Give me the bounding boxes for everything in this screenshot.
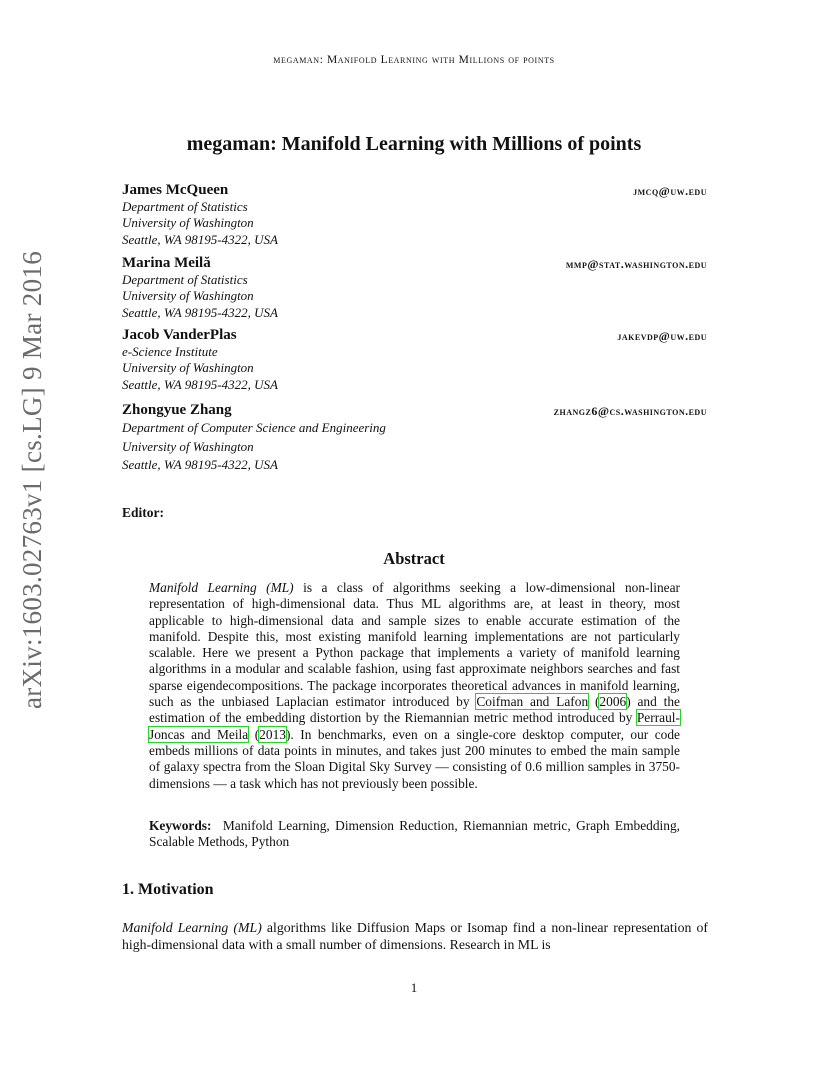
author-affiliation: Seattle, WA 98195-4322, USA <box>122 457 278 472</box>
author-affiliation: University of Washington <box>122 438 254 454</box>
abstract-text: is a class of algorithms seeking a low-dimensional non-linear representation of high-dimensional data. Thus ML algorithms are, at least in theory, most applicable to high-dimensional data and sample sizes to enable accurate estimation of the manifold. Despite this, most existing manifold learning implementations are not particularly scalable. Here we present a Python package that implements a variety of manifold learning algorithms in a modular and scalable fashion, using fast approximate neighbors searches and fast sparse eigendecompositions. The package incorporates theoretical advances in manifold learning, such as the unbiased Laplacian estimator introduced by <box>149 580 680 710</box>
keywords-label: Keywords: <box>149 818 212 833</box>
keywords <box>149 818 680 851</box>
author-affiliation: Seattle, WA 98195-4322, USA <box>122 376 278 392</box>
author-block <box>122 327 707 393</box>
page-number: 1 <box>410 980 418 995</box>
author-affiliation: Department of Statistics <box>122 199 248 214</box>
section-text: algorithms like Diffusion Maps or Isomap find a non-linear representation of high-dimensional data with a small number of dimensions. Research in ML is <box>122 920 708 952</box>
citation-year-link[interactable]: 2013 <box>259 726 286 742</box>
abstract-heading: Abstract <box>383 549 445 568</box>
author-email[interactable]: mmp@stat.washington.edu <box>565 257 707 271</box>
author-email[interactable]: zhangz6@cs.washington.edu <box>553 404 707 418</box>
author-name: James McQueen <box>122 182 229 198</box>
abstract-term: Manifold Learning (ML) <box>149 580 294 595</box>
author-block <box>122 182 707 248</box>
abstract-body: Manifold Learning (ML) is a class of algorithms seeking a low-dimensional non-linear representation of high-dimensional data. Thus ML algorithms are, at least in theory, most applicable to high-dimensional data and sample sizes to enable accurate estimation of the manifold. Despite this, most existing manifold learning implementations are not particularly scalable. Here we present a Python package that implements a variety of manifold learning algorithms in a modular and scalable fashion, using fast approximate neighbors searches and fast sparse eigendecompositions. The package incorporates theoretical advances in manifold learning, such as the unbiased Laplacian estimator introduced by Coifman and Lafon (2006) and the estimation of the embedding distortion by the Riemannian metric method introduced by Perraul-Joncas and Meila (2013). In benchmarks, even on a single-core desktop computer, our code embeds millions of data points in minutes, and takes just 200 minutes to embed the main sample of galaxy spectra from the Sloan Digital Sky Survey — consisting of 0.6 million samples in 3750-dimensions — a task which has not previously been possible. <box>149 580 680 791</box>
author-affiliation: Department of Computer Science and Engineering <box>122 420 386 435</box>
abstract-text: . In benchmarks, even on a single-core desktop computer, our code embeds millions of data points in minutes, and takes just 200 minutes to embed the main sample of galaxy spectra from the Sloan Digital Sky Survey — consisting of 0.6 million samples in 3750-dimensions — a task which has not previously been possible. <box>149 726 680 791</box>
author-name: Marina Meilă <box>122 255 211 271</box>
author-affiliation: University of Washington <box>122 215 254 231</box>
section-term: Manifold Learning (ML) <box>122 920 262 935</box>
citation-year-link[interactable]: 2006 <box>599 694 627 710</box>
section-heading: 1. Motivation <box>122 881 214 898</box>
author-affiliation: Seattle, WA 98195-4322, USA <box>122 231 278 247</box>
author-block <box>122 402 707 475</box>
author-affiliation: Department of Statistics <box>122 272 248 287</box>
author-email[interactable]: jmcq@uw.edu <box>633 184 707 198</box>
author-affiliation: Seattle, WA 98195-4322, USA <box>122 304 278 320</box>
author-block <box>122 255 707 321</box>
running-head: megaman: Manifold Learning with Millions of points <box>273 54 555 66</box>
paper-title: megaman: Manifold Learning with Millions of points <box>186 133 642 155</box>
author-name: Zhongyue Zhang <box>122 402 232 418</box>
citation-link[interactable]: Perraul-Joncas and Meila <box>149 710 680 742</box>
author-email[interactable]: jakevdp@uw.edu <box>617 329 707 343</box>
editor-label: Editor: <box>122 505 164 520</box>
author-affiliation: e-Science Institute <box>122 344 218 359</box>
author-name: Jacob VanderPlas <box>122 327 237 343</box>
section-body <box>122 919 708 953</box>
arxiv-stamp-text: arXiv:1603.02763v1 [cs.LG] 9 Mar 2016 <box>17 250 47 710</box>
abstract-text: and the estimation of the embedding distortion by the Riemannian metric method introduced by <box>149 694 680 726</box>
keywords-text: Manifold Learning, Dimension Reduction, Riemannian metric, Graph Embedding, Scalable Methods, Python <box>149 818 680 850</box>
citation-link[interactable]: Coifman and Lafon <box>476 694 589 710</box>
author-affiliation: University of Washington <box>122 360 254 376</box>
author-affiliation: University of Washington <box>122 288 254 304</box>
